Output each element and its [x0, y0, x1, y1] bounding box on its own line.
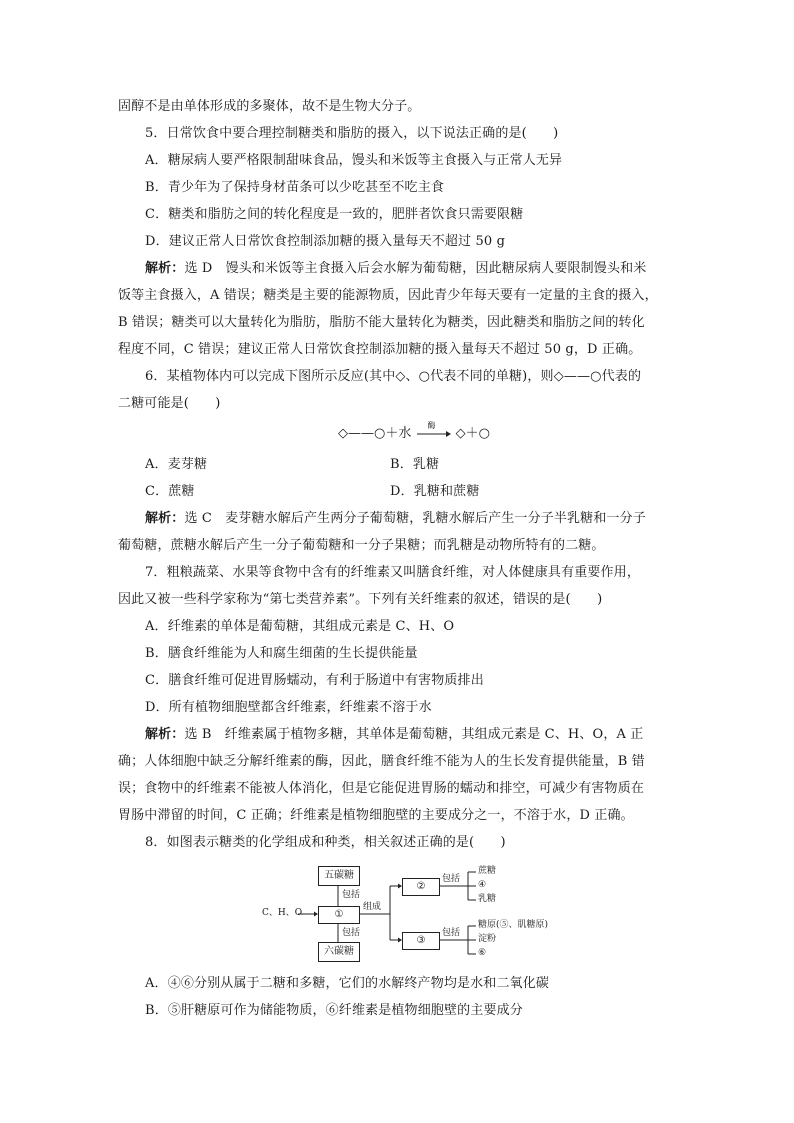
reaction-equation — [338, 421, 490, 443]
disaccharide-item: 蔗糖 — [478, 866, 497, 876]
q5-explanation-line: 程度不同，C 错误；建议正常人日常饮食控制添加糖的摄入量每天不超过 50 g，D 正确。 — [118, 342, 642, 357]
disaccharide-item: 乳糖 — [478, 894, 497, 904]
q5-explanation-line: B 错误；糖类可以大量转化为脂肪，脂肪不能大量转化为糖类，因此糖类和脂肪之间的转化 — [118, 315, 645, 330]
q6-option-c: C．蔗糖 — [145, 484, 195, 499]
include-label: 包括 — [342, 890, 361, 900]
include-label: 包括 — [342, 928, 361, 938]
q7-explanation-line — [145, 726, 680, 744]
explanation-label: 解析： — [145, 261, 185, 276]
elements-label: C、H、O — [262, 908, 303, 918]
q7-option-b: B．膳食纤维能为人和腐生细菌的生长提供能量 — [145, 646, 418, 661]
q6-explanation-line: 葡萄糖，蔗糖水解后产生一分子葡萄糖和一分子果糖；而乳糖是动物所特有的二糖。 — [118, 538, 605, 553]
compose-label: 组成 — [363, 902, 382, 912]
q5-option-c: C．糖类和脂肪之间的转化程度是一致的，肥胖者饮食只需要限糖 — [145, 207, 524, 222]
sugar-classification-diagram — [262, 866, 549, 966]
question-7-stem: 7．粗粮蔬菜、水果等食物中含有的纤维素又叫膳食纤维，对人体健康具有重要作用， — [145, 565, 640, 580]
q8-option-a: A．④⑥分别从属于二糖和多糖，它们的水解终产物均是水和二氧化碳 — [145, 976, 550, 991]
q5-option-a: A．糖尿病人要严格限制甜味食品，馒头和米饭等主食摄入与正常人无异 — [145, 153, 563, 168]
box-3: ③ — [402, 932, 440, 950]
include-label: 包括 — [442, 928, 461, 938]
explanation-label: 解析： — [145, 727, 185, 742]
explanation-text: 选 B 纤维素属于植物多糖，其单体是葡萄糖，其组成元素是 C、H、O，A 正 — [184, 727, 644, 742]
q5-explanation-line — [145, 260, 680, 278]
q7-explanation-line: 确；人体细胞中缺乏分解纤维素的酶，因此，膳食纤维不能为人的生长发育提供能量，B 错 — [118, 754, 645, 769]
explanation-label: 解析： — [145, 511, 185, 526]
q7-option-a: A．纤维素的单体是葡萄糖，其组成元素是 C、H、O — [145, 619, 455, 634]
q5-explanation-line: 饭等主食摄入，A 错误；糖类是主要的能源物质，因此青少年每天要有一定量的主食的摄入， — [118, 288, 658, 303]
include-label: 包括 — [442, 874, 461, 884]
reaction-left: ◇——○＋水 — [338, 426, 412, 441]
question-6-stem-cont: 二糖可能是( ) — [118, 396, 221, 411]
enzyme-label: 酶 — [427, 421, 436, 430]
question-7-stem-cont: 因此又被一些科学家称为“第七类营养素”。下列有关纤维素的叙述，错误的是( ) — [118, 592, 603, 607]
six-carbon-box: 六碳糖 — [318, 942, 360, 962]
q7-explanation-line: 误；食物中的纤维素不能被人体消化，但是它能促进胃肠的蠕动和排空，可减少有害物质在 — [118, 781, 645, 796]
polysaccharide-item: 糖原(⑤、肌糖原) — [478, 920, 549, 930]
question-6-stem: 6．某植物体内可以完成下图所示反应(其中◇、○代表不同的单糖)，则◇——○代表的 — [145, 369, 642, 384]
q5-option-d: D．建议正常人日常饮食控制添加糖的摄入量每天不超过 50 g — [145, 234, 506, 249]
text-line: 固醇不是由单体形成的多聚体，故不是生物大分子。 — [118, 99, 421, 114]
q7-option-d: D．所有植物细胞壁都含纤维素，纤维素不溶于水 — [145, 700, 432, 715]
q6-option-a: A．麦芽糖 — [145, 457, 208, 472]
q6-option-b: B．乳糖 — [390, 457, 440, 472]
q6-option-d: D．乳糖和蔗糖 — [390, 484, 480, 499]
q7-option-c: C．膳食纤维可促进胃肠蠕动，有利于肠道中有害物质排出 — [145, 673, 484, 688]
question-8-stem: 8．如图表示糖类的化学组成和种类，相关叙述正确的是( ) — [145, 835, 506, 850]
question-5-stem: 5．日常饮食中要合理控制糖类和脂肪的摄入，以下说法正确的是( ) — [145, 126, 559, 141]
five-carbon-box: 五碳糖 — [318, 866, 360, 886]
disaccharide-item: ④ — [478, 880, 487, 890]
polysaccharide-item: 淀粉 — [478, 934, 497, 944]
q7-explanation-line: 胃肠中滞留的时间，C 正确；纤维素是植物细胞壁的主要成分之一，不溶于水，D 正确。 — [118, 808, 634, 823]
arrow-icon — [415, 425, 451, 443]
reaction-right: ◇＋○ — [455, 426, 490, 441]
polysaccharide-item: ⑥ — [478, 948, 487, 958]
box-2: ② — [402, 878, 440, 896]
q5-option-b: B．青少年为了保持身材苗条可以少吃甚至不吃主食 — [145, 180, 445, 195]
reaction-arrow — [415, 421, 451, 443]
box-1: ① — [318, 906, 360, 924]
explanation-text: 选 D 馒头和米饭等主食摄入后会水解为葡萄糖，因此糖尿病人要限制馒头和米 — [184, 261, 647, 276]
q8-option-b: B．⑤肝糖原可作为储能物质，⑥纤维素是植物细胞壁的主要成分 — [145, 1003, 523, 1018]
explanation-text: 选 C 麦芽糖水解后产生两分子葡萄糖，乳糖水解后产生一分子半乳糖和一分子 — [184, 511, 646, 526]
q6-explanation-line — [145, 510, 680, 528]
